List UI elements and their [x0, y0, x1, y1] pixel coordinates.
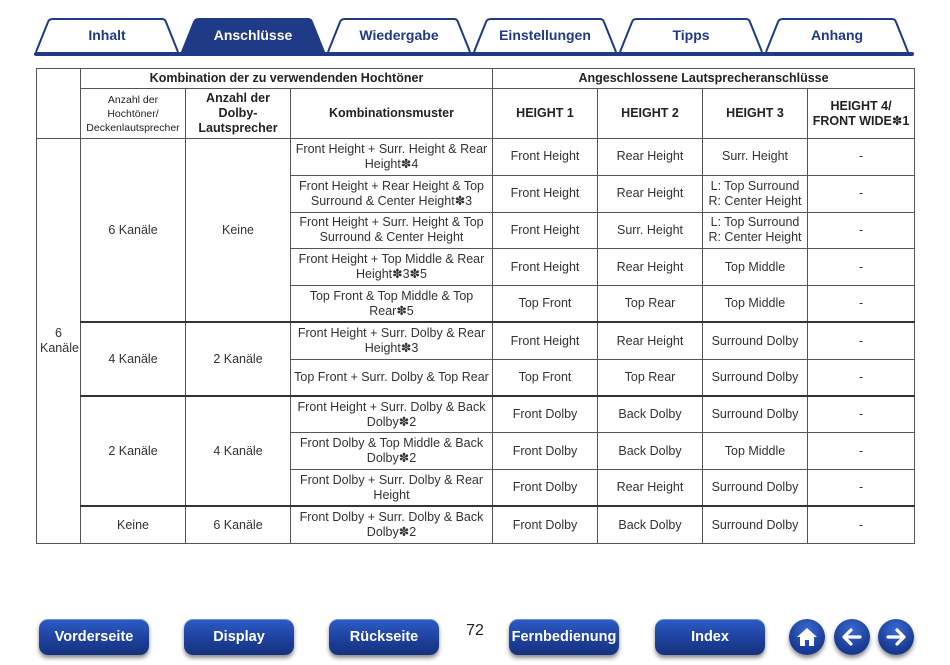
- dolby-count-cell: 2 Kanäle: [186, 322, 291, 396]
- height3-cell: Surround Dolby: [703, 322, 808, 359]
- display-button[interactable]: [184, 619, 294, 655]
- height4-cell: -: [808, 322, 915, 359]
- col-header-height4: HEIGHT 4/ FRONT WIDE✽1: [808, 89, 915, 139]
- col-header-height2: HEIGHT 2: [598, 89, 703, 139]
- dolby-count-cell: Keine: [186, 139, 291, 323]
- tab-einstellungen[interactable]: [472, 18, 618, 52]
- height4-cell: -: [808, 506, 915, 543]
- pattern-cell: Front Dolby & Top Middle & Back Dolby✽2: [291, 433, 493, 470]
- speaker-combination-table: [36, 68, 915, 544]
- fernbedienung-label: Fernbedienung: [511, 629, 617, 645]
- pattern-cell: Front Height + Rear Height & Top Surround & Center Height✽3: [291, 175, 493, 212]
- height3-cell: Surround Dolby: [703, 506, 808, 543]
- index-button[interactable]: [655, 619, 765, 655]
- arrow-right-icon: [884, 625, 908, 649]
- height4-cell: -: [808, 139, 915, 176]
- tab-tipps[interactable]: [618, 18, 764, 52]
- pattern-cell: Front Height + Surr. Dolby & Back Dolby✽2: [291, 396, 493, 433]
- height-count-cell: Keine: [81, 506, 186, 543]
- home-icon: [795, 625, 819, 649]
- height1-cell: Front Height: [493, 175, 598, 212]
- arrow-left-icon: [840, 625, 864, 649]
- pattern-cell: Front Height + Surr. Dolby & Rear Height✽3: [291, 322, 493, 359]
- height2-cell: Top Rear: [598, 359, 703, 396]
- col-header-pattern: Kombinationsmuster: [291, 89, 493, 139]
- height1-cell: Front Dolby: [493, 433, 598, 470]
- height3-cell: L: Top Surround R: Center Height: [703, 212, 808, 249]
- back-button[interactable]: [834, 619, 870, 655]
- height1-cell: Top Front: [493, 286, 598, 323]
- height4-cell: -: [808, 470, 915, 507]
- tab-inhalt[interactable]: [34, 18, 180, 52]
- height1-cell: Front Height: [493, 249, 598, 286]
- vorderseite-label: Vorderseite: [54, 629, 134, 645]
- height4-cell: -: [808, 433, 915, 470]
- height2-cell: Back Dolby: [598, 433, 703, 470]
- rueckseite-button[interactable]: [329, 619, 439, 655]
- height3-cell: L: Top Surround R: Center Height: [703, 175, 808, 212]
- tab-label: Anhang: [810, 27, 864, 43]
- pattern-cell: Front Dolby + Surr. Dolby & Rear Height: [291, 470, 493, 507]
- page-number: 72: [466, 622, 484, 639]
- dolby-count-cell: 6 Kanäle: [186, 506, 291, 543]
- height4-cell: -: [808, 286, 915, 323]
- col-header-dolby-count: Anzahl der Dolby-Lautsprecher: [186, 89, 291, 139]
- height-count-cell: 6 Kanäle: [81, 139, 186, 323]
- height1-cell: Front Dolby: [493, 506, 598, 543]
- group-header-right: Angeschlossene Lautsprecheranschlüsse: [493, 69, 915, 89]
- height1-cell: Front Height: [493, 322, 598, 359]
- tab-underline: [34, 52, 914, 56]
- height4-cell: -: [808, 396, 915, 433]
- height3-cell: Surround Dolby: [703, 359, 808, 396]
- height4-cell: -: [808, 359, 915, 396]
- height1-cell: Front Height: [493, 139, 598, 176]
- pattern-cell: Front Height + Surr. Height & Top Surround & Center Height: [291, 212, 493, 249]
- pattern-cell: Top Front & Top Middle & Top Rear✽5: [291, 286, 493, 323]
- tab-anhang[interactable]: [764, 18, 910, 52]
- tab-bar: [34, 14, 914, 56]
- height4-cell: -: [808, 249, 915, 286]
- height2-cell: Rear Height: [598, 322, 703, 359]
- group-header-left: Kombination der zu verwendenden Hochtöner: [81, 69, 493, 89]
- forward-button[interactable]: [878, 619, 914, 655]
- total-channels-cell: 6 Kanäle: [37, 139, 81, 544]
- col-header-height1: HEIGHT 1: [493, 89, 598, 139]
- height2-cell: Surr. Height: [598, 212, 703, 249]
- height2-cell: Rear Height: [598, 139, 703, 176]
- pattern-cell: Front Height + Top Middle & Rear Height✽3✽5: [291, 249, 493, 286]
- height4-cell: -: [808, 212, 915, 249]
- col-header-height-count: Anzahl der Hochtöner/ Deckenlautsprecher: [81, 89, 186, 139]
- pattern-cell: Top Front + Surr. Dolby & Top Rear: [291, 359, 493, 396]
- height2-cell: Rear Height: [598, 470, 703, 507]
- height3-cell: Surround Dolby: [703, 396, 808, 433]
- tab-label: Inhalt: [88, 27, 126, 43]
- height-count-cell: 4 Kanäle: [81, 322, 186, 396]
- tab-label: Tipps: [672, 27, 710, 43]
- height1-cell: Top Front: [493, 359, 598, 396]
- height1-cell: Front Dolby: [493, 470, 598, 507]
- height3-cell: Top Middle: [703, 433, 808, 470]
- height-count-cell: 2 Kanäle: [81, 396, 186, 506]
- height1-cell: Front Height: [493, 212, 598, 249]
- height1-cell: Front Dolby: [493, 396, 598, 433]
- pattern-cell: Front Dolby + Surr. Dolby & Back Dolby✽2: [291, 506, 493, 543]
- height2-cell: Back Dolby: [598, 506, 703, 543]
- rueckseite-label: Rückseite: [349, 629, 419, 645]
- dolby-count-cell: 4 Kanäle: [186, 396, 291, 506]
- fernbedienung-button[interactable]: [509, 619, 619, 655]
- height3-cell: Surround Dolby: [703, 470, 808, 507]
- display-label: Display: [213, 629, 265, 645]
- height4-cell: -: [808, 175, 915, 212]
- tab-anschluesse[interactable]: [180, 18, 326, 52]
- home-button[interactable]: [789, 619, 825, 655]
- height2-cell: Rear Height: [598, 175, 703, 212]
- tab-label: Wiedergabe: [359, 27, 439, 43]
- height2-cell: Top Rear: [598, 286, 703, 323]
- height3-cell: Top Middle: [703, 286, 808, 323]
- tab-label: Einstellungen: [499, 27, 591, 43]
- index-label: Index: [691, 629, 729, 645]
- tab-wiedergabe[interactable]: [326, 18, 472, 52]
- col-header-height3: HEIGHT 3: [703, 89, 808, 139]
- height3-cell: Surr. Height: [703, 139, 808, 176]
- height2-cell: Rear Height: [598, 249, 703, 286]
- vorderseite-button[interactable]: [39, 619, 149, 655]
- height2-cell: Back Dolby: [598, 396, 703, 433]
- tab-label: Anschlüsse: [213, 27, 293, 43]
- height3-cell: Top Middle: [703, 249, 808, 286]
- pattern-cell: Front Height + Surr. Height & Rear Height✽4: [291, 139, 493, 176]
- corner-cell: [37, 69, 81, 139]
